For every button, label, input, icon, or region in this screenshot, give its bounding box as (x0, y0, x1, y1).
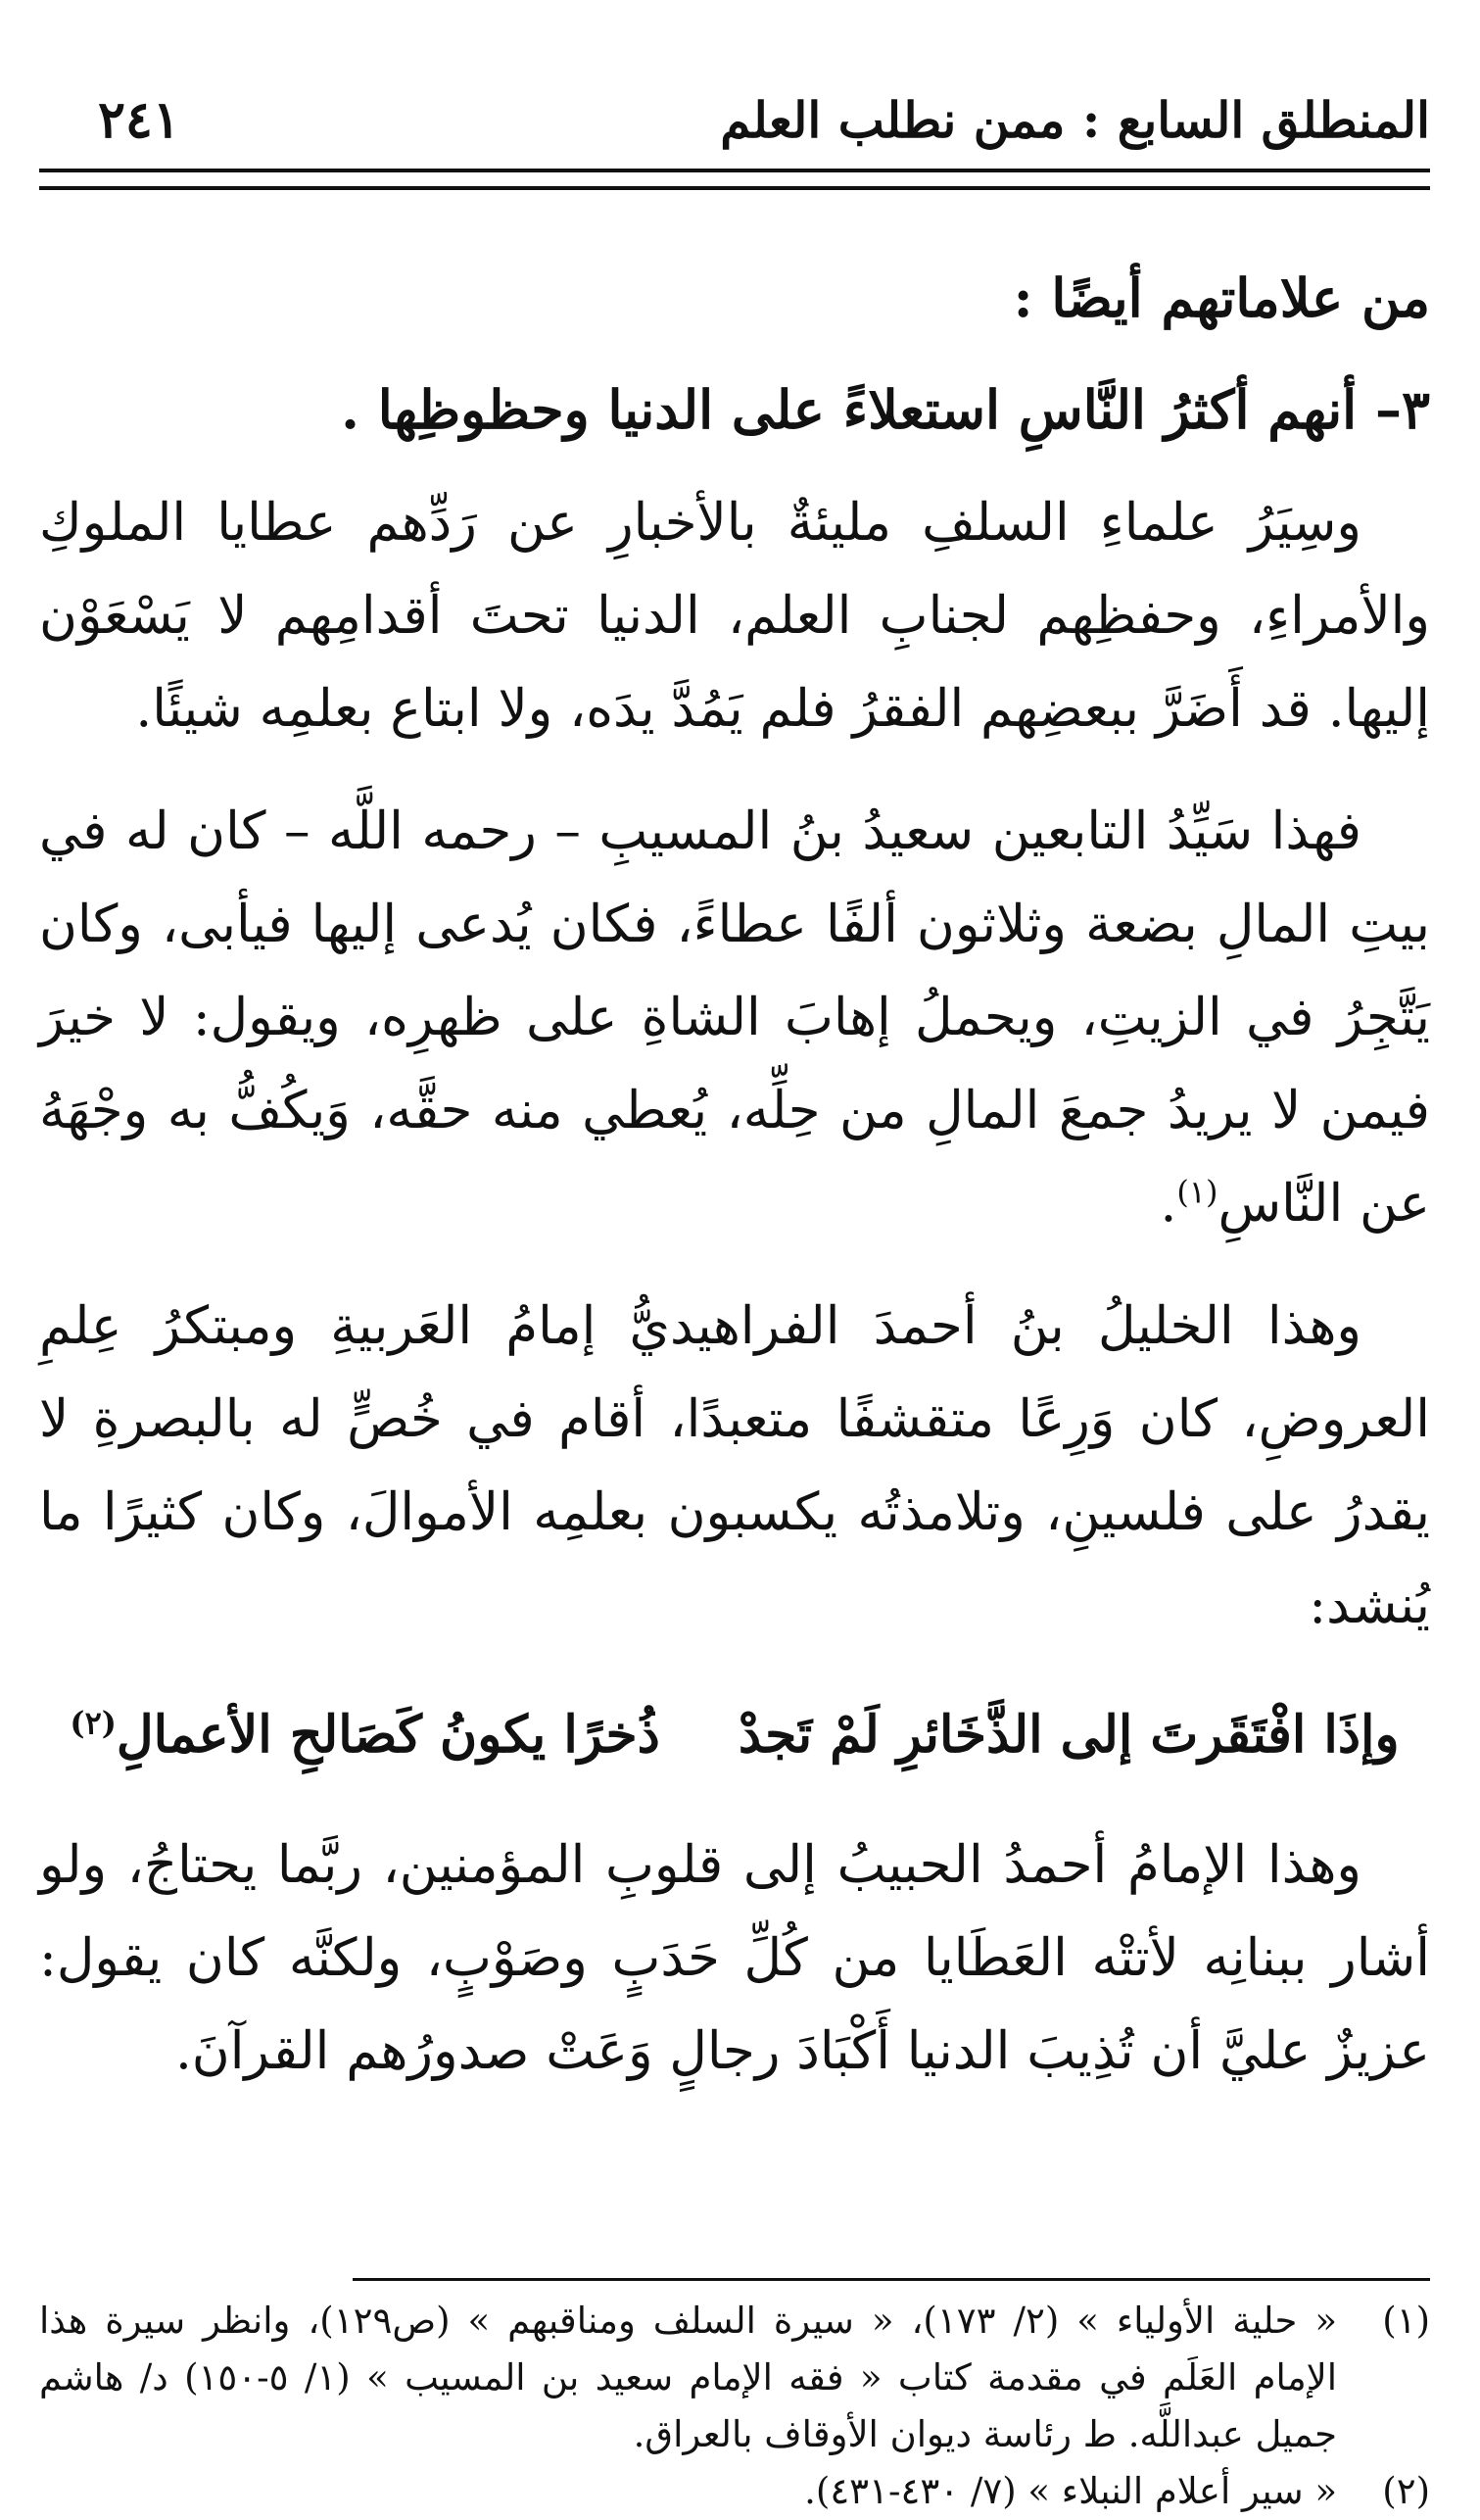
footnotes (39, 2293, 1430, 2520)
poetry-verse (39, 1691, 1430, 1779)
point-heading: ٣– أنهم أكثرُ النَّاسِ استعلاءً على الدنيا وحظوظِها . (341, 378, 1430, 441)
section-heading: من علاماتهم أيضًا : (1013, 267, 1430, 329)
paragraph-imam-ahmad: وهذا الإمامُ أحمدُ الحبيبُ إلى قلوبِ المؤمنين، ربَّما يحتاجُ، ولو أشار ببنانِه لأتتْه العَطَايا من كُلِّ حَدَبٍ وصَوْبٍ، ولكنَّه كان يقول: عزيزٌ عليَّ أن تُذِيبَ الدنيا أَكْبَادَ رجالٍ وَعَتْ صدورُهم القرآنَ. (39, 1835, 1430, 2081)
paragraph-text: وسِيَرُ علماءِ السلفِ مليئةٌ بالأخبارِ عن رَدِّهم عطايا الملوكِ والأمراءِ، وحفظِهم لجنابِ العلم، الدنيا تحتَ أقدامِهم لا يَسْعَوْن إليها. قد أَضَرَّ ببعضِهم الفقرُ فلم يَمُدَّ يدَه، ولا ابتاع بعلمِه شيئًا. (39, 493, 1430, 739)
verse-first-hemistich: وإذَا افْتَقَرتَ إلى الذَّخَائرِ لَمْ تَجدْ (738, 1705, 1400, 1765)
page-number: ٢٤١ (98, 89, 180, 150)
footnote-text: « سير أعلام النبلاء » (٧/ ٤٣٠-٤٣١). (804, 2470, 1337, 2512)
verse-second-text: ذُخرًا يكونُ كَصَالحِ الأعمالِ (116, 1705, 660, 1765)
footnote-text: « حلية الأولياء » (٢/ ١٧٣)، « سيرة السلف ومناقبهم » (ص١٢٩)، وانظر سيرة هذا الإمام العَلَم في مقدمة كتاب « فقه الإمام سعيد بن المسيب » (١/ ٥-١٥٠) د/ هاشم جميل عبداللَّه. ط رئاسة ديوان الأوقاف بالعراق. (39, 2300, 1338, 2455)
footnote-separator (353, 2278, 1430, 2281)
paragraph-text: فهذا سَيِّدُ التابعين سعيدُ بنُ المسيبِ – رحمه اللَّه – كان له في بيتِ المالِ بضعة وثلاثون ألفًا عطاءً، فكان يُدعى إليها فيأبى، وكان يَتَّجِرُ في الزيتِ، ويحملُ إهابَ الشاةِ على ظهرِه، ويقول: لا خيرَ فيمن لا يريدُ جمعَ المالِ من حِلِّه، يُعطي منه حقَّه، وَيكُفُّ به وجْهَهُ عن النَّاسِ (39, 801, 1430, 1234)
paragraph-trailing: . (1160, 1174, 1177, 1234)
header-double-rule (39, 169, 1430, 190)
verse-second-hemistich (70, 1691, 659, 1779)
running-header (39, 80, 1430, 159)
paragraph-said-ibn-musayyib (39, 785, 1430, 1250)
footnote-reference[interactable]: (٢) (70, 1704, 117, 1742)
footnote-reference[interactable]: (١) (1176, 1173, 1218, 1211)
footnote-number: (٢) (1382, 2470, 1430, 2512)
paragraph-khalil (39, 1280, 1430, 1652)
paragraph-salaf (39, 476, 1430, 755)
footnote-number: (١) (1382, 2300, 1430, 2342)
footnote-item (39, 2293, 1430, 2463)
footnote-item (39, 2463, 1430, 2520)
body-text (39, 257, 1430, 2098)
paragraph-text: وهذا الخليلُ بنُ أحمدَ الفراهيديُّ إمامُ العَربيةِ ومبتكرُ عِلمِ العروضِ، كان وَرِعًا متقشفًا متعبدًا، أقام في خُصٍّ له بالبصرةِ لا يقدرُ على فلسينِ، وتلامذتُه يكسبون بعلمِه الأموالَ، وكان كثيرًا ما يُنشد: (39, 1296, 1430, 1635)
chapter-title: المنطلق السابع : ممن نطلب العلم (720, 90, 1430, 149)
book-page (39, 0, 1430, 2512)
